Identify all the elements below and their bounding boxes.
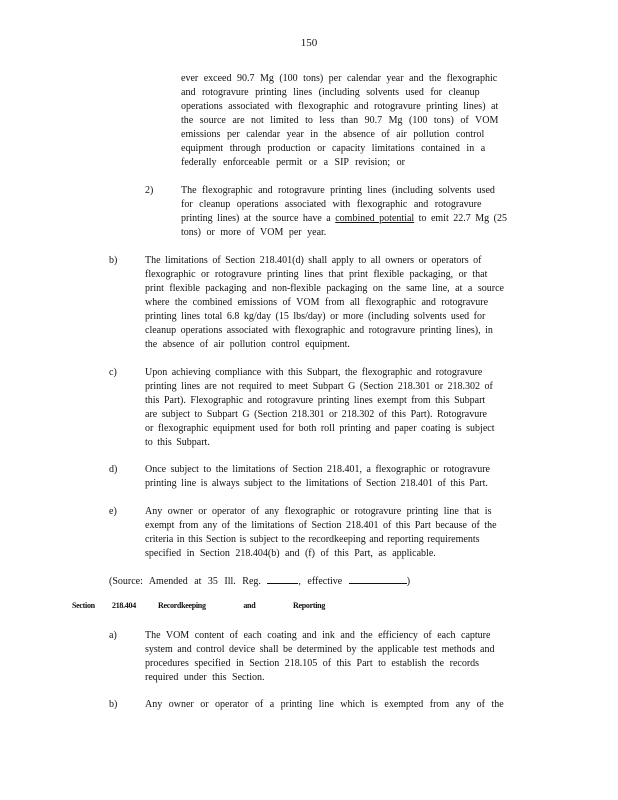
blank-field: [267, 573, 298, 584]
text-line: ever exceed 90.7 Mg (100 tons) per calendar year and the flexographic: [181, 73, 498, 84]
text-line: where the combined emissions of VOM from all flexographic and rotogravure: [145, 297, 489, 308]
blank-field: [349, 573, 407, 584]
text-line: required under this Section.: [145, 672, 265, 683]
text-line: this Part). Flexographic and rotogravure printing lines exempt from this Subpart: [145, 395, 486, 406]
text-line: specified in Section 218.404(b) and (f) of this Part, as applicable.: [145, 548, 436, 559]
text-line: The flexographic and rotogravure printing lines (including solvents used: [181, 185, 495, 196]
source-open: (Source: Amended at 35 Ill. Reg.: [109, 576, 268, 587]
text-line: Any owner or operator of a printing line which is exempted from any of the: [145, 699, 504, 710]
source-mid: , effective: [298, 576, 349, 587]
text-line: for cleanup operations associated with flexographic and rotogravure: [181, 199, 482, 210]
text-line: and rotogravure printing lines (including solvents used for cleanup: [181, 87, 480, 98]
text-line: tons) or more of VOM per year.: [181, 227, 327, 238]
text-line: Once subject to the limitations of Section 218.401, a flexographic or rotogravure: [145, 464, 490, 475]
text-line: system and control device shall be determined by the applicable test methods and: [145, 644, 495, 655]
item-marker: d): [109, 464, 118, 475]
text-line: procedures specified in Section 218.105 of this Part to establish the records: [145, 658, 480, 669]
text-line: Upon achieving compliance with this Subpart, the flexographic and rotogravure: [145, 367, 483, 378]
text-line: or flexographic equipment used for both roll printing and paper coating is subject: [145, 423, 495, 434]
text-line: federally enforceable permit or a SIP revision; or: [181, 157, 405, 168]
text-fragment: printing lines) at the source have a: [181, 213, 336, 224]
text-line: printing lines are not required to meet Subpart G (Section 218.301 or 218.302 of: [145, 381, 493, 392]
text-line: exempt from any of the limitations of Section 218.401 of this Part because of the: [145, 520, 497, 531]
text-line: Any owner or operator of any flexographic or rotogravure printing line that is: [145, 506, 492, 517]
text-line: The VOM content of each coating and ink and the efficiency of each capture: [145, 630, 491, 641]
underlined-text: combined potential: [335, 213, 415, 224]
item-marker: b): [109, 255, 118, 266]
text-fragment: to emit 22.7 Mg (25: [414, 213, 507, 224]
text-line: emissions per calendar year in the absence of air pollution control: [181, 129, 485, 140]
text-line: the absence of air pollution control equipment.: [145, 339, 350, 350]
text-line: are subject to Subpart G (Section 218.301 or 218.302 of this Part). Rotogravure: [145, 409, 487, 420]
text-line: equipment through production or capacity limitations contained in a: [181, 143, 486, 154]
item-marker: e): [109, 506, 117, 517]
text-line: flexographic or rotogravure printing lines that print flexible packaging, or that: [145, 269, 488, 280]
section-number: 218.404: [112, 601, 136, 610]
item-marker: 2): [145, 185, 154, 196]
source-note: [109, 573, 410, 589]
item-marker: c): [109, 367, 117, 378]
text-line: operations associated with flexographic and rotogravure printing lines) at: [181, 101, 499, 112]
item-marker: b): [109, 699, 118, 710]
text-line: The limitations of Section 218.401(d) shall apply to all owners or operators of: [145, 255, 482, 266]
text-line: [181, 212, 507, 226]
text-line: print flexible packaging and non-flexible packaging on the same line, at a source: [145, 283, 504, 294]
text-line: printing lines total 6.8 kg/day (15 lbs/day) or more (including solvents used for: [145, 311, 486, 322]
text-line: the source are not limited to less than 90.7 Mg (100 tons) of VOM: [181, 115, 499, 126]
section-title: Recordkeeping and Reporting: [158, 601, 326, 610]
page-number: 150: [300, 37, 318, 49]
text-line: printing line is always subject to the limitations of Section 218.401 of this Part.: [145, 478, 488, 489]
text-line: to this Subpart.: [145, 437, 210, 448]
text-line: criteria in this Section is subject to the recordkeeping and reporting requirements: [145, 534, 480, 545]
text-line: cleanup operations associated with flexographic and rotogravure printing lines), in: [145, 325, 493, 336]
section-label: Section: [72, 601, 95, 610]
source-close: ): [406, 576, 411, 587]
item-marker: a): [109, 630, 117, 641]
